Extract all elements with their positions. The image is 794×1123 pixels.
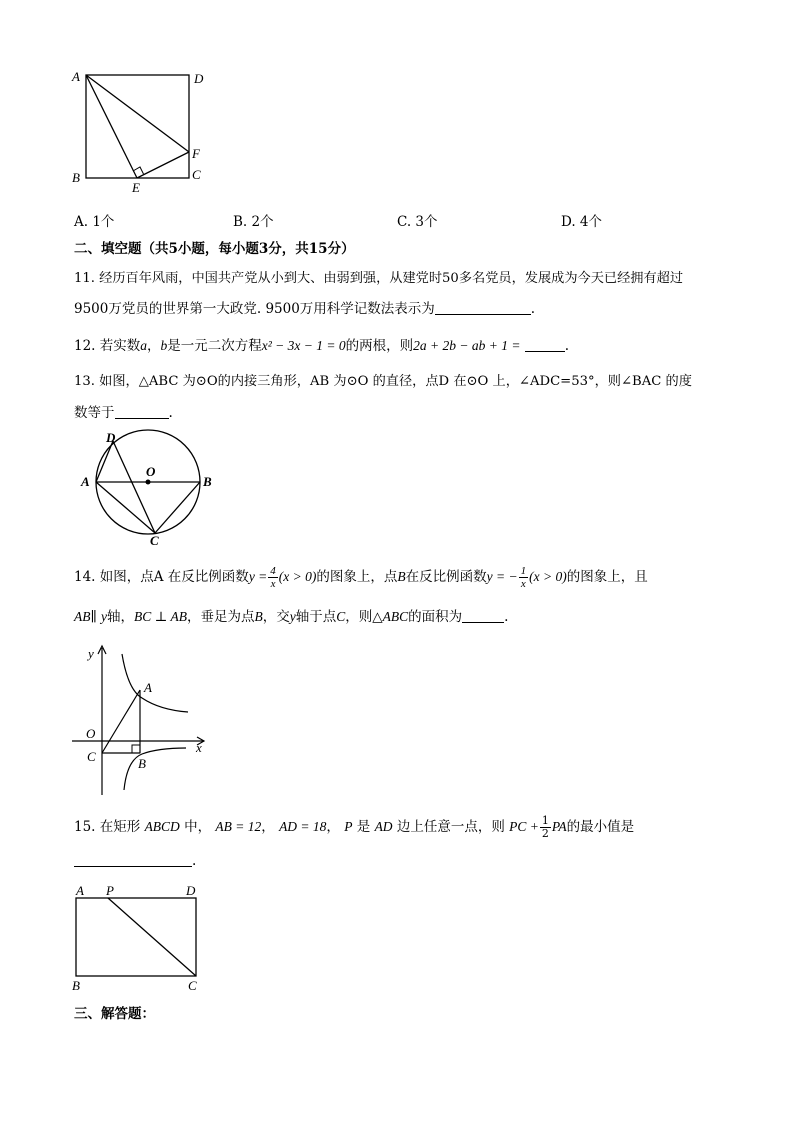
fig10-label-e: E — [132, 180, 140, 195]
q10-option-a: A. 1个 — [74, 214, 115, 230]
fig15-label-a: A — [76, 883, 84, 898]
q10-option-c: C. 3个 — [397, 214, 438, 230]
q11-answer-blank — [435, 300, 531, 315]
fig10-label-a: A — [72, 69, 80, 84]
fig15-label-c: C — [188, 978, 197, 992]
fig14-label-c: C — [87, 749, 96, 764]
q14-line2: AB∥ y轴，BC ⊥ AB，垂足为点B，交y轴于点C，则△ABC的面积为 . — [74, 609, 509, 625]
fig13-label-o: O — [146, 464, 156, 479]
fig10-label-f: F — [192, 146, 200, 161]
fig10-label-d: D — [194, 71, 204, 86]
fig10-label-c: C — [192, 167, 201, 182]
fig13-label-b: B — [203, 474, 212, 489]
fig13-label-c: C — [150, 533, 159, 548]
fig15-label-d: D — [186, 883, 196, 898]
q11-line1: 11. 经历百年风雨，中国共产党从小到大、由弱到强，从建党时50多名党员，发展成为今天已经拥有超过 — [74, 271, 684, 286]
q13-answer-blank — [115, 404, 169, 419]
q14-fraction-2: $\frac{1}{x}$ — [520, 565, 527, 590]
q15-answer-blank — [74, 852, 192, 867]
fig14-label-y: y — [88, 646, 94, 661]
fig13-label-d: D — [106, 430, 116, 445]
q12-var-a: a — [140, 338, 148, 353]
q11-line2: 9500万党员的世界第一大政党. 9500万用科学记数法表示为 . — [74, 301, 536, 317]
q14-line1: 14. 如图，点A 在反比例函数y = $\frac{4}{x}$ (x > 0)的图象上，点B在反比例函数y = − $\frac{1}{x}$ (x > 0)的图象上，且 — [74, 565, 648, 590]
fig10-label-b: B — [72, 170, 80, 185]
q12-equation: x² − 3x − 1 = 0 — [261, 338, 346, 353]
figure-q14 — [70, 640, 220, 800]
section-2-title: 二、填空题（共5小题，每小题3分，共15分） — [74, 241, 355, 257]
fig14-label-b: B — [138, 756, 146, 771]
q13-line1: 13. 如图，△ABC 为⊙O的内接三角形，AB 为⊙O 的直径，点D 在⊙O 上，∠ADC=53°，则∠BAC 的度 — [74, 374, 692, 389]
q10-option-d: D. 4个 — [561, 214, 603, 230]
q14-answer-blank — [462, 608, 504, 623]
fig14-label-a: A — [144, 680, 152, 695]
fig13-label-a: A — [81, 474, 90, 489]
q12-answer-blank — [525, 337, 565, 352]
q11-text: 9500万党员的世界第一大政党. 9500万用科学记数法表示为 — [74, 301, 435, 317]
q12: 12. 若实数a，b是一元二次方程x² − 3x − 1 = 0的两根，则2a + 2b − ab + 1 = . — [74, 338, 570, 354]
fig15-label-p: P — [106, 883, 114, 898]
fig14-label-o: O — [86, 726, 96, 741]
q13-line2: 数等于 . — [74, 405, 173, 421]
section-3-title: 三、解答题： — [74, 1006, 155, 1022]
figure-q10 — [68, 66, 218, 196]
q10-option-b: B. 2个 — [233, 214, 274, 230]
figure-q13 — [76, 428, 222, 548]
q15-line2: . — [74, 852, 196, 870]
fig14-label-x: x — [196, 740, 202, 755]
q14-fraction-1: $\frac{4}{x}$ — [270, 565, 276, 590]
fig15-label-b: B — [72, 978, 80, 992]
q15-line1: 15. 在矩形 ABCD 中， AB = 12， AD = 18， P 是 AD 边上任意一点，则 PC + $\frac{1}{2}$ PA的最小值是 — [74, 814, 635, 840]
figure-q15 — [70, 880, 210, 992]
q12-expression: 2a + 2b − ab + 1 = — [413, 338, 521, 353]
q15-fraction: $\frac{1}{2}$ — [541, 814, 549, 840]
